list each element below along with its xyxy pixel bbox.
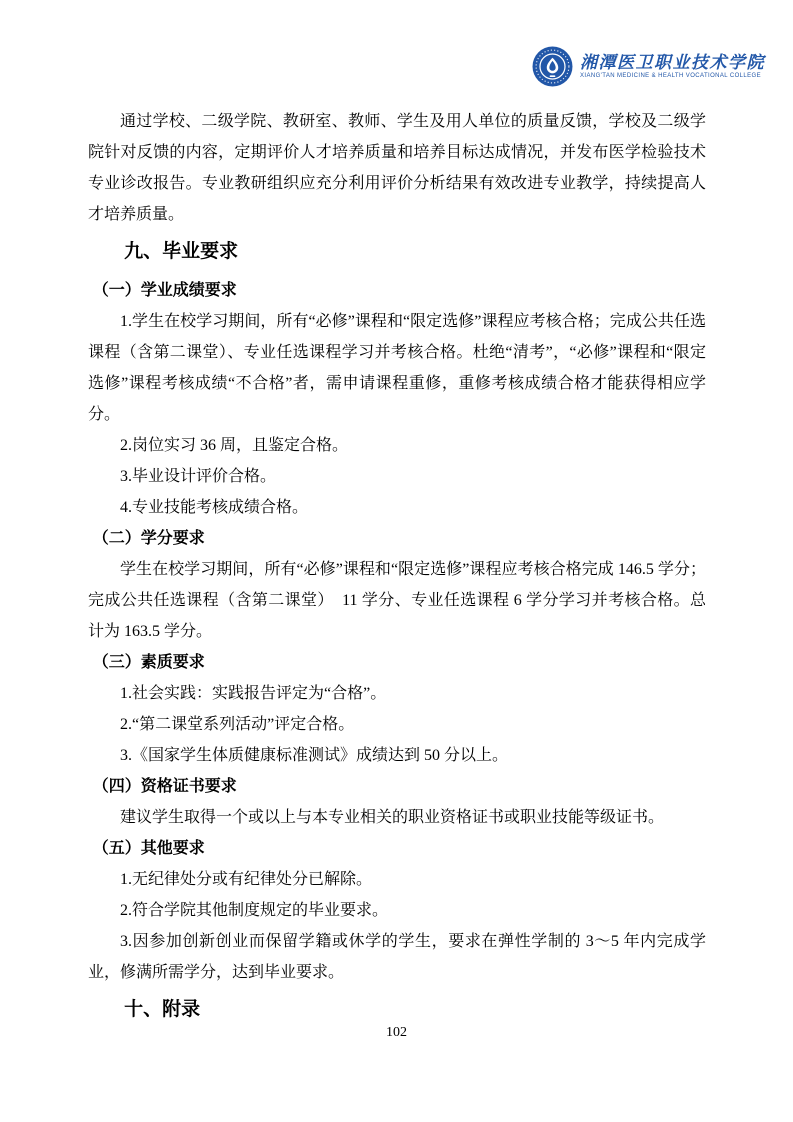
subsection-title-quality: （三）素质要求 [92, 654, 205, 671]
requirement-item: 3.《国家学生体质健康标准测试》成绩达到 50 分以上。 [120, 747, 509, 764]
section-title-appendix: 十、附录 [124, 999, 201, 1020]
requirement-item: 学生在校学习期间，所有“必修”课程和“限定选修”课程应考核合格完成 146.5 学分；完成公共任选课程（含第二课堂） 11 学分、专业任选课程 6 学分学习并考核合格。总计为 163.5 学分。 [88, 561, 706, 640]
college-seal-icon [532, 46, 573, 87]
requirement-item: 1.学生在校学习期间，所有“必修”课程和“限定选修”课程应考核合格；完成公共任选课程（含第二课堂）、专业任选课程学习并考核合格。杜绝“清考”，“必修”课程和“限定选修”课程考核成绩“不合格”者，需申请课程重修，重修考核成绩合格才能获得相应学分。 [88, 313, 706, 423]
requirement-item: 2.岗位实习 36 周，且鉴定合格。 [120, 437, 349, 454]
subsection-title-credits: （二）学分要求 [92, 530, 205, 547]
college-name-block [580, 53, 765, 80]
requirement-item: 1.社会实践：实践报告评定为“合格”。 [120, 685, 387, 702]
requirement-item: 建议学生取得一个或以上与本专业相关的职业资格证书或职业技能等级证书。 [120, 809, 665, 826]
document-content [88, 106, 706, 1033]
subsection-title-certificates: （四）资格证书要求 [92, 778, 237, 795]
requirement-item: 4.专业技能考核成绩合格。 [120, 499, 309, 516]
college-name-zh: 湘潭医卫职业技术学院 [580, 53, 765, 72]
page-number: 102 [386, 1025, 407, 1040]
college-logo [532, 46, 765, 87]
section-title-graduation-requirements: 九、毕业要求 [124, 241, 239, 262]
subsection-title-other: （五）其他要求 [92, 840, 205, 857]
requirement-item: 1.无纪律处分或有纪律处分已解除。 [120, 871, 373, 888]
college-name-en: XIANG'TAN MEDICINE & HEALTH VOCATIONAL COLLEGE [580, 73, 762, 79]
requirement-item: 3.因参加创新创业而保留学籍或休学的学生，要求在弹性学制的 3～5 年内完成学业，修满所需学分，达到毕业要求。 [88, 933, 706, 981]
requirement-item: 2.“第二课堂系列活动”评定合格。 [120, 716, 355, 733]
requirement-item: 3.毕业设计评价合格。 [120, 468, 277, 485]
requirement-item: 2.符合学院其他制度规定的毕业要求。 [120, 902, 389, 919]
intro-paragraph: 通过学校、二级学院、教研室、教师、学生及用人单位的质量反馈，学校及二级学院针对反馈的内容，定期评价人才培养质量和培养目标达成情况，并发布医学检验技术专业诊改报告。专业教研组织应充分利用评价分析结果有效改进专业教学，持续提高人才培养质量。 [88, 113, 706, 223]
subsection-title-academic-records: （一）学业成绩要求 [92, 282, 237, 299]
